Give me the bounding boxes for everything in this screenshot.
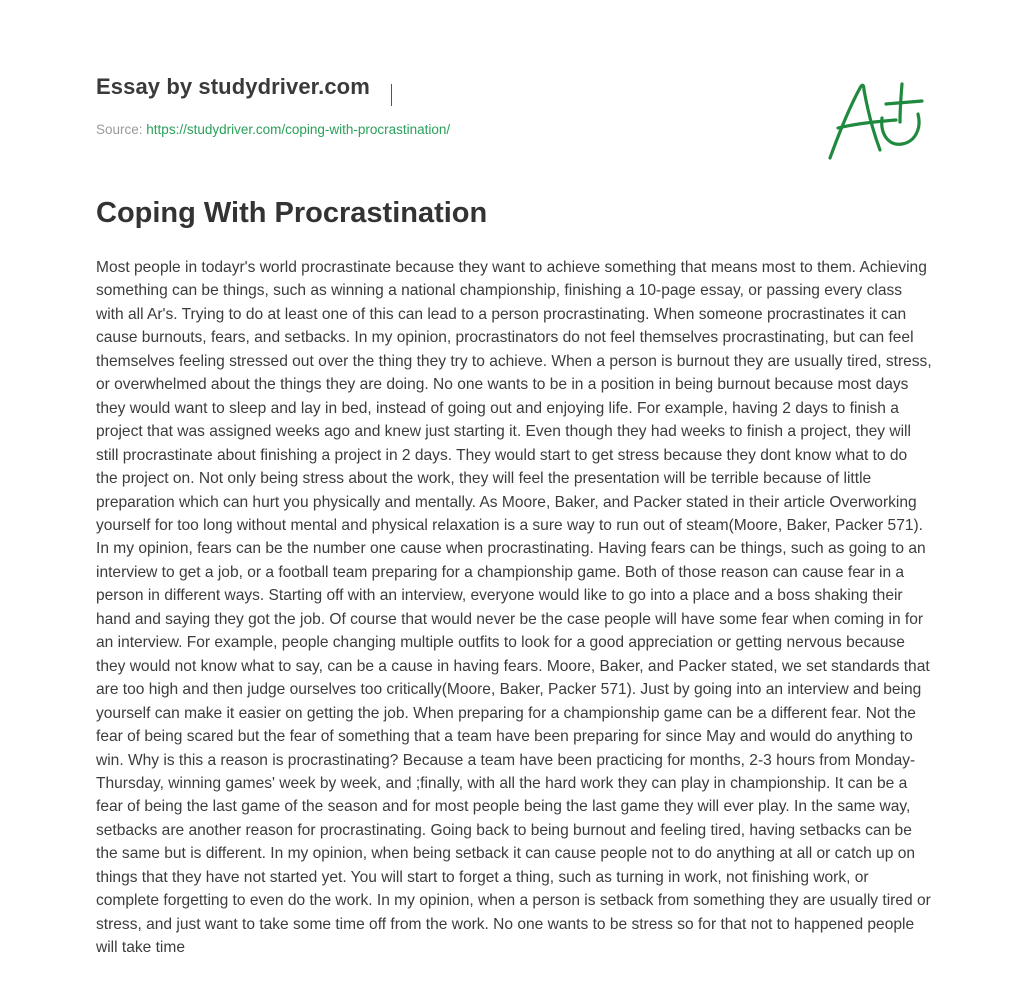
source-label: Source: [96,122,143,137]
source-line [96,122,450,137]
a-plus-logo-icon [818,70,928,170]
text-cursor [391,84,392,106]
essay-title: Coping With Procrastination [96,197,488,229]
source-link[interactable]: https://studydriver.com/coping-with-procrastination/ [146,122,451,137]
essay-body: Most people in todayr's world procrastinate because they want to achieve something that means most to them. Achieving something can be things, such as winning a national championship, finishing a 10-page essay, or passing every class with all Ar's. Trying to do at least one of this can lead to a person procrastinating. When someone procrastinates it can cause burnouts, fears, and setbacks. In my opinion, procrastinators do not feel themselves procrastinating, but can feel themselves feeling stressed out over the thing they try to achieve. When a person is burnout they are usually tired, stress, or overwhelmed about the things they are doing. No one wants to be in a position in being burnout because most days they would want to sleep and lay in bed, instead of going out and enjoying life. For example, having 2 days to finish a project that was assigned weeks ago and knew just starting it. Even though they had weeks to finish a project, they will still procrastinate about finishing a project in 2 days. They would start to get stress because they dont know what to do the project on. Not only being stress about the work, they will feel the presentation will be terrible because of little preparation which can hurt you physically and mentally. As Moore, Baker, and Packer stated in their article Overworking yourself for too long without mental and physical relaxation is a sure way to run out of steam(Moore, Baker, Packer 571). In my opinion, fears can be the number one cause when procrastinating. Having fears can be things, such as going to an interview to get a job, or a football team preparing for a championship game. Both of those reason can cause fear in a person in different ways. Starting off with an interview, everyone would like to go into a place and a boss shaking their hand and saying they got the job. Of course that would never be the case people will have some fear when coming in for an interview. For example, people changing multiple outfits to look for a good appreciation or getting nervous because they would not know what to say, can be a cause in having fears. Moore, Baker, and Packer stated, we set standards that are too high and then judge ourselves too critically(Moore, Baker, Packer 571). Just by going into an interview and being yourself can make it easier on getting the job. When preparing for a championship game can be a different fear. Not the fear of being scared but the fear of something that a team have been preparing for since May and would do anything to win. Why is this a reason is procrastinating? Because a team have been practicing for months, 2-3 hours from Monday-Thursday, winning games' week by week, and ;finally, with all the hard work they can play in championship. It can be a fear of being the last game of the season and for most people being the last game they will ever play. In the same way, setbacks are another reason for procrastinating. Going back to being burnout and feeling tired, having setbacks can be the same but is different. In my opinion, when being setback it can cause people not to do anything at all or catch up on things that they have not started yet. You will start to forget a thing, such as turning in work, not finishing work, or complete forgetting to even do the work. In my opinion, when a person is setback from something they are usually tired or stress, and just want to take some time off from the work. No one wants to be stress so for that not to happened people will take time [96,259,932,957]
brand-title: Essay by studydriver.com [96,74,370,99]
